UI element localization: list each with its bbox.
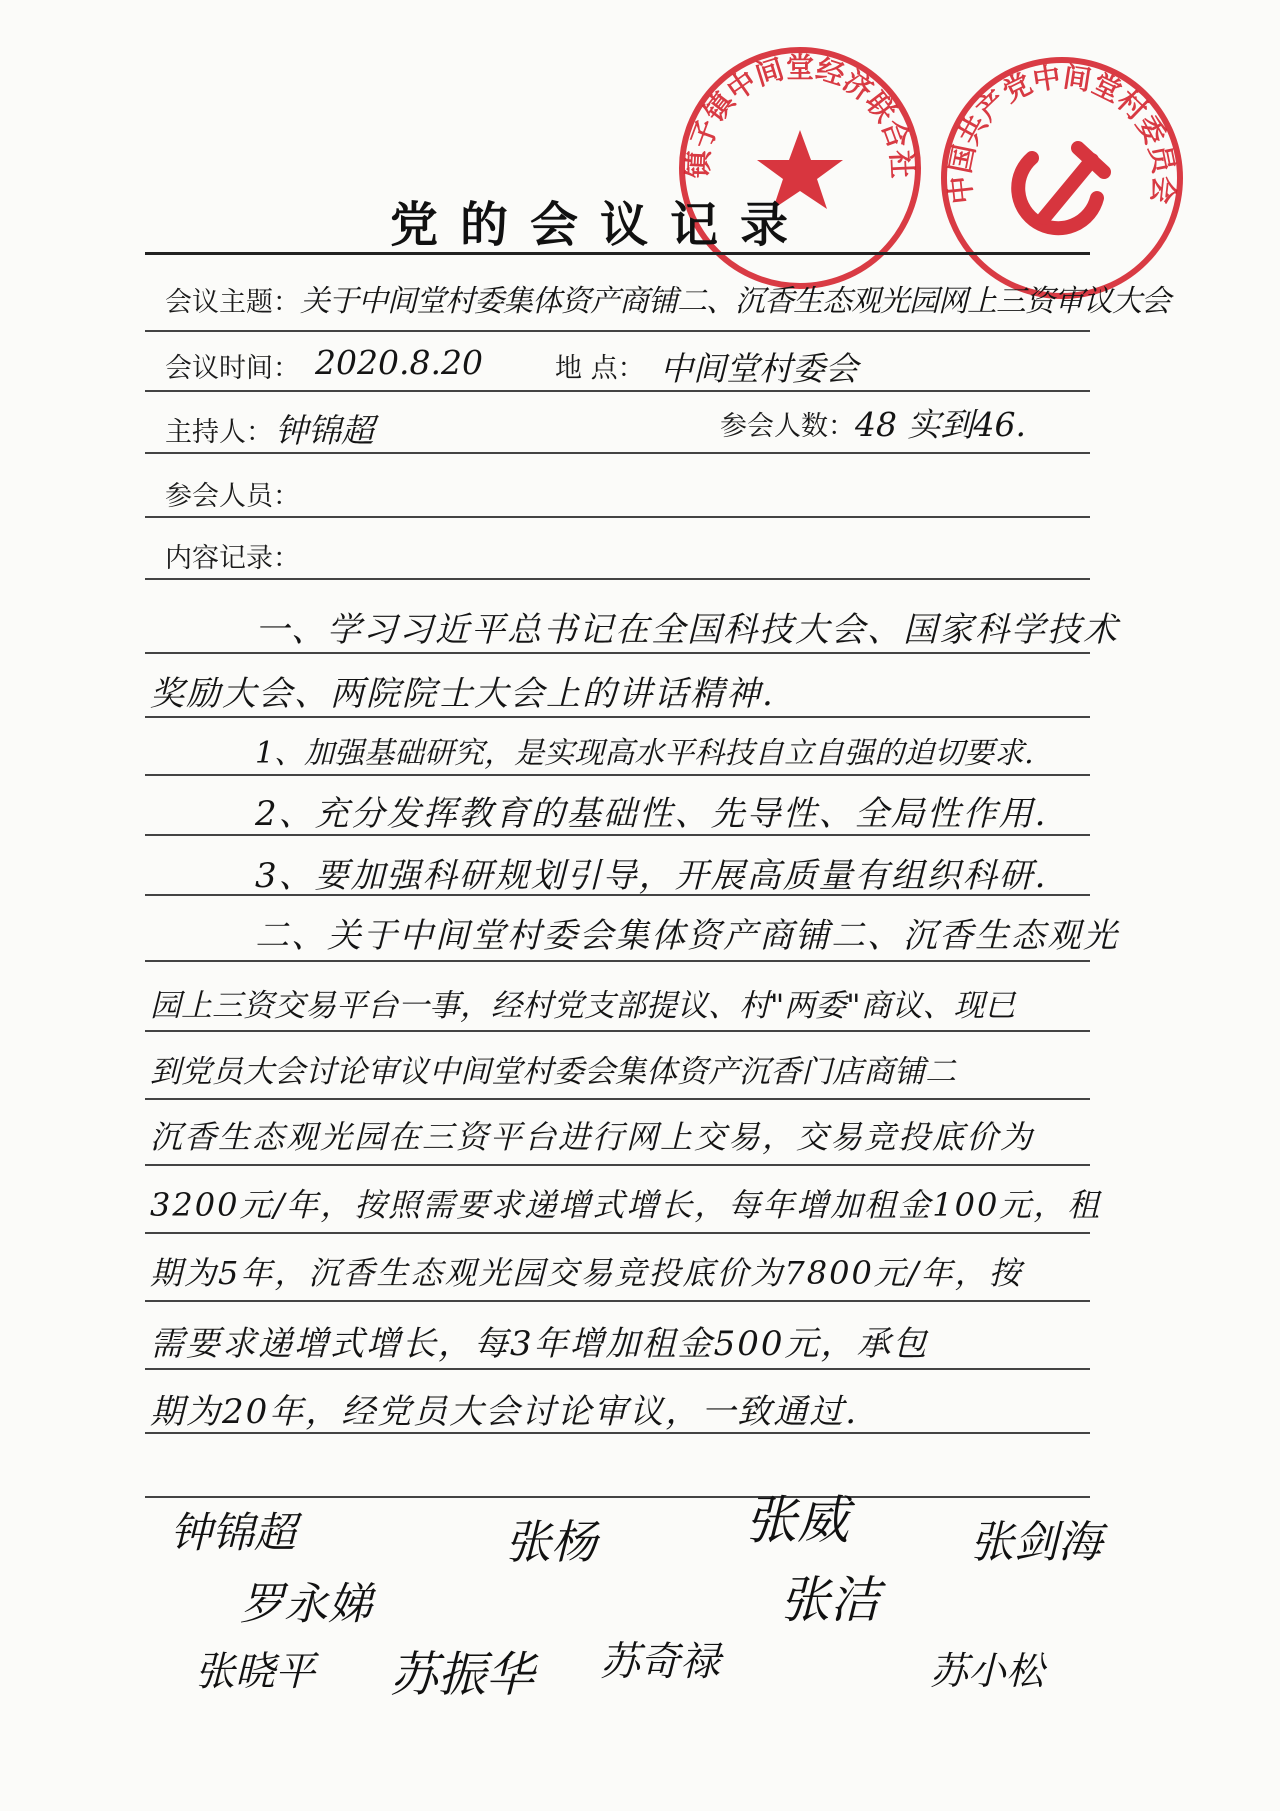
content-line: 3、要加强科研规划引导，开展高质量有组织科研. — [255, 856, 1048, 896]
content-line: 需要求递增式增长，每3年增加租金500元，承包 — [150, 1324, 929, 1364]
rule-line — [145, 960, 1090, 962]
content-line: 期为20年，经党员大会讨论审议，一致通过. — [150, 1392, 859, 1432]
signature: 苏奇禄 — [600, 1639, 720, 1685]
content-label: 内容记录： — [165, 543, 300, 574]
party-committee-seal — [932, 48, 1192, 308]
rule-line — [145, 1496, 1090, 1498]
content-line: 一、学习习近平总书记在全国科技大会、国家科学技术 — [255, 610, 1119, 650]
title-rule — [145, 252, 1090, 255]
rule-line — [145, 1098, 1090, 1100]
rule-line — [145, 1164, 1090, 1166]
signature: 苏振华 — [390, 1647, 535, 1703]
signature: 苏小松 — [930, 1649, 1045, 1693]
host-label: 主持人： — [165, 417, 273, 448]
time-label: 会议时间： — [165, 353, 300, 384]
cooperative-seal-text: 镇子镇中间堂经济联合社 — [681, 50, 919, 179]
signature: 张晓平 — [195, 1649, 315, 1695]
topic-value: 关于中间堂村委集体资产商铺二、沉香生态观光园网上三资审议大会 — [300, 284, 1170, 319]
content-line: 二、关于中间堂村委会集体资产商铺二、沉香生态观光 — [255, 916, 1119, 956]
attendees-label: 参会人员： — [165, 481, 300, 512]
rule-line — [145, 1368, 1090, 1370]
rule-line — [145, 1432, 1090, 1434]
content-line: 奖励大会、两院院士大会上的讲话精神. — [150, 674, 775, 714]
content-line: 3200元/年，按照需要求递增式增长，每年增加租金100元，租 — [150, 1186, 1102, 1224]
rule-line — [145, 894, 1090, 896]
rule-line — [145, 652, 1090, 654]
content-line: 期为5年，沉香生态观光园交易竞投底价为7800元/年，按 — [150, 1254, 1023, 1292]
signature: 罗永娣 — [240, 1579, 372, 1630]
rule-line — [145, 774, 1090, 776]
content-line: 2、充分发挥教育的基础性、先导性、全局性作用. — [255, 794, 1048, 834]
cooperative-seal — [670, 38, 930, 298]
signature: 张洁 — [780, 1571, 880, 1629]
host-value: 钟锦超 — [275, 411, 374, 450]
rule-line — [145, 578, 1090, 580]
content-line: 沉香生态观光园在三资平台进行网上交易，交易竞投底价为 — [150, 1118, 1035, 1156]
signature: 张威 — [745, 1491, 850, 1551]
content-line: 园上三资交易平台一事，经村党支部提议、村"两委"商议、现已 — [150, 988, 1016, 1024]
hammer-sickle-icon — [1018, 148, 1104, 228]
rule-line — [145, 390, 1090, 392]
rule-line — [145, 1030, 1090, 1032]
time-value: 2020.8.20 — [315, 343, 483, 382]
rule-line — [145, 834, 1090, 836]
rule-line — [145, 716, 1090, 718]
rule-line — [145, 452, 1090, 454]
topic-label: 会议主题： — [165, 287, 300, 318]
content-line: 到党员大会讨论审议中间堂村委会集体资产沉香门店商铺二 — [150, 1054, 956, 1090]
signature: 钟锦超 — [170, 1508, 297, 1557]
place-label: 地 点： — [555, 353, 645, 384]
rule-line — [145, 330, 1090, 332]
rule-line — [145, 1300, 1090, 1302]
document-title: 党的会议记录 — [389, 197, 810, 253]
party-committee-seal-text: 中国共产党中间堂村委员会 — [943, 60, 1181, 206]
content-line: 1、加强基础研究，是实现高水平科技自立自强的迫切要求. — [255, 736, 1034, 771]
rule-line — [145, 516, 1090, 518]
count-value: 48 实到46. — [855, 405, 1026, 444]
count-label: 参会人数： — [720, 411, 855, 442]
rule-line — [145, 1232, 1090, 1234]
signature: 张剑海 — [970, 1517, 1102, 1568]
place-value: 中间堂村委会 — [660, 349, 858, 388]
signature: 张杨 — [505, 1515, 597, 1569]
